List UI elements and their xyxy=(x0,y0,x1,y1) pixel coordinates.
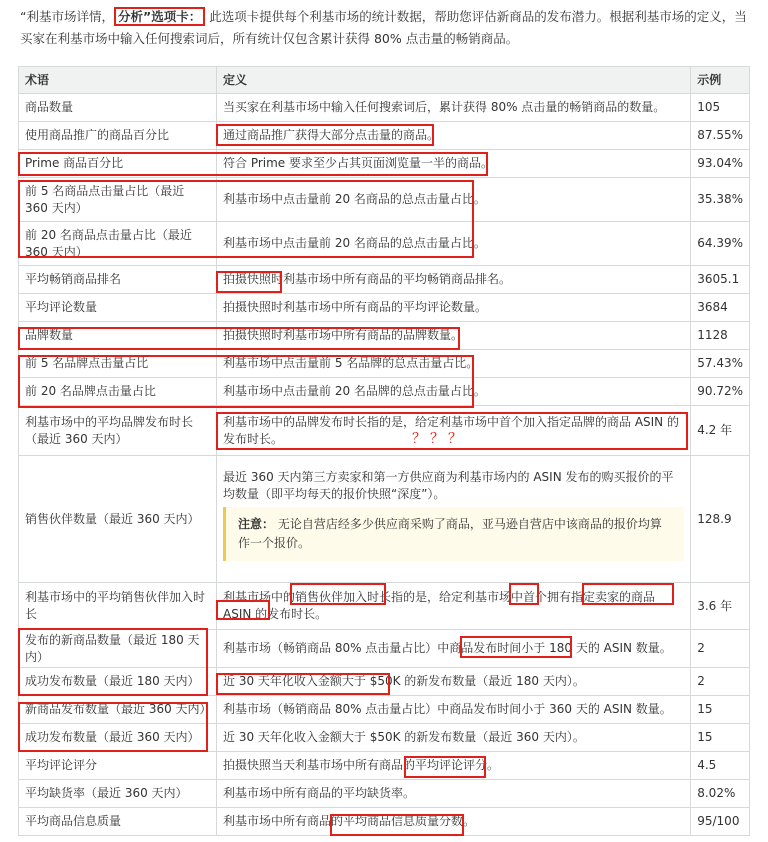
table-row xyxy=(19,178,750,222)
table-row xyxy=(19,122,750,150)
term-cell: 前 20 名商品点击量占比（最近 360 天内） xyxy=(19,222,217,266)
intro-tab-highlight: 分析”选项卡： xyxy=(114,7,205,26)
question-marks-annotation: ？？？ xyxy=(412,431,466,447)
example-cell: 105 xyxy=(691,94,750,122)
definition-cell: 利基市场（畅销商品 80% 点击量占比）中商品发布时间小于 180 天的 ASIN 数量。 xyxy=(217,630,691,668)
definition-cell: 通过商品推广获得大部分点击量的商品。 xyxy=(217,122,691,150)
definition-text: 利基市场中的品牌发布时长指的是，给定利基市场中首个加入指定品牌的商品 ASIN 的发布时长。 xyxy=(223,414,679,446)
table-row xyxy=(19,350,750,378)
example-cell: 4.2 年 xyxy=(691,406,750,456)
table-row xyxy=(19,94,750,122)
term-cell: 品牌数量 xyxy=(19,322,217,350)
definition-cell: 当买家在利基市场中输入任何搜索词后，累计获得 80% 点击量的畅销商品的数量。 xyxy=(217,94,691,122)
intro-sep: ， xyxy=(101,9,114,24)
definition-cell: 拍摄快照当天利基市场中所有商品的平均评论评分。 xyxy=(217,752,691,780)
example-cell: 15 xyxy=(691,724,750,752)
definition-text: 最近 360 天内第三方卖家和第一方供应商为利基市场内的 ASIN 发布的购买报价的平均数量（即平均每天的报价快照“深度”）。 xyxy=(223,470,674,501)
definition-cell: 利基市场中点击量前 20 名品牌的总点击量占比。 xyxy=(217,378,691,406)
term-cell: 平均缺货率（最近 360 天内） xyxy=(19,780,217,808)
stats-table xyxy=(18,66,750,836)
term-cell: 平均评论数量 xyxy=(19,294,217,322)
definition-cell: 近 30 天年化收入金额大于 $50K 的新发布数量（最近 360 天内）。 xyxy=(217,724,691,752)
term-cell: 平均评论评分 xyxy=(19,752,217,780)
example-cell: 90.72% xyxy=(691,378,750,406)
definition-cell: 近 30 天年化收入金额大于 $50K 的新发布数量（最近 180 天内）。 xyxy=(217,668,691,696)
example-cell: 3605.1 xyxy=(691,266,750,294)
term-cell: Prime 商品百分比 xyxy=(19,150,217,178)
term-cell: 使用商品推广的商品百分比 xyxy=(19,122,217,150)
table-row xyxy=(19,266,750,294)
term-cell: 前 5 名商品点击量占比（最近 360 天内） xyxy=(19,178,217,222)
example-cell: 8.02% xyxy=(691,780,750,808)
table-row xyxy=(19,630,750,668)
term-cell: 平均畅销商品排名 xyxy=(19,266,217,294)
table-row xyxy=(19,378,750,406)
header-definition: 定义 xyxy=(217,67,691,94)
example-cell: 95/100 xyxy=(691,808,750,836)
term-cell: 成功发布数量（最近 180 天内） xyxy=(19,668,217,696)
intro-text: 此选项卡提供每个利基市场的统计数据，帮助您评估新商品的发布潜力。根据利基市场的定义，当买家在利基市场中输入任何搜索词后，所有统计仅包含累计获得 80% 点击量的畅销商品。 xyxy=(20,9,747,46)
table-row xyxy=(19,294,750,322)
table-row xyxy=(19,456,750,583)
definition-cell xyxy=(217,456,691,583)
definition-cell: 利基市场中所有商品的平均商品信息质量分数。 xyxy=(217,808,691,836)
example-cell: 64.39% xyxy=(691,222,750,266)
example-cell: 3684 xyxy=(691,294,750,322)
table-row xyxy=(19,150,750,178)
definition-cell: 利基市场中所有商品的平均缺货率。 xyxy=(217,780,691,808)
definition-cell: 拍摄快照时利基市场中所有商品的平均畅销商品排名。 xyxy=(217,266,691,294)
definition-cell: 符合 Prime 要求至少占其页面浏览量一半的商品。 xyxy=(217,150,691,178)
intro-prefix: “利基市场详情 xyxy=(20,9,102,24)
table-row xyxy=(19,752,750,780)
example-cell: 87.55% xyxy=(691,122,750,150)
term-cell: 新商品发布数量（最近 360 天内） xyxy=(19,696,217,724)
example-cell: 93.04% xyxy=(691,150,750,178)
term-cell: 利基市场中的平均销售伙伴加入时长 xyxy=(19,583,217,630)
header-term: 术语 xyxy=(19,67,217,94)
example-cell: 15 xyxy=(691,696,750,724)
table-row xyxy=(19,406,750,456)
term-cell: 销售伙伴数量（最近 360 天内） xyxy=(19,456,217,583)
table-row xyxy=(19,222,750,266)
table-row xyxy=(19,583,750,630)
note-label: 注意： xyxy=(238,517,275,531)
note-callout xyxy=(223,507,684,561)
example-cell: 2 xyxy=(691,630,750,668)
example-cell: 1128 xyxy=(691,322,750,350)
example-cell: 128.9 xyxy=(691,456,750,583)
definition-cell: 利基市场中点击量前 5 名品牌的总点击量占比。 xyxy=(217,350,691,378)
definition-cell: 拍摄快照时利基市场中所有商品的平均评论数量。 xyxy=(217,294,691,322)
note-text: 无论自营店经多少供应商采购了商品，亚马逊自营店中该商品的报价均算作一个报价。 xyxy=(238,517,662,550)
example-cell: 57.43% xyxy=(691,350,750,378)
term-cell: 利基市场中的平均品牌发布时长（最近 360 天内） xyxy=(19,406,217,456)
term-cell: 前 5 名品牌点击量占比 xyxy=(19,350,217,378)
table-row xyxy=(19,808,750,836)
definition-cell: 利基市场（畅销商品 80% 点击量占比）中商品发布时间小于 360 天的 ASIN 数量。 xyxy=(217,696,691,724)
term-cell: 前 20 名品牌点击量占比 xyxy=(19,378,217,406)
definition-cell: 拍摄快照时利基市场中所有商品的品牌数量。 xyxy=(217,322,691,350)
example-cell: 2 xyxy=(691,668,750,696)
term-cell: 平均商品信息质量 xyxy=(19,808,217,836)
definition-cell: 利基市场中点击量前 20 名商品的总点击量占比。 xyxy=(217,178,691,222)
example-cell: 35.38% xyxy=(691,178,750,222)
definition-cell: 利基市场中点击量前 20 名商品的总点击量占比。 xyxy=(217,222,691,266)
example-cell: 4.5 xyxy=(691,752,750,780)
term-cell: 发布的新商品数量（最近 180 天内） xyxy=(19,630,217,668)
term-cell: 成功发布数量（最近 360 天内） xyxy=(19,724,217,752)
table-row xyxy=(19,780,750,808)
term-cell: 商品数量 xyxy=(19,94,217,122)
table-row xyxy=(19,724,750,752)
header-example: 示例 xyxy=(691,67,750,94)
definition-cell: 利基市场中的销售伙伴加入时长指的是，给定利基市场中首个拥有指定卖家的商品 ASIN 的发布时长。 xyxy=(217,583,691,630)
table-row xyxy=(19,322,750,350)
table-row xyxy=(19,696,750,724)
intro-paragraph xyxy=(20,6,750,50)
table-row xyxy=(19,668,750,696)
example-cell: 3.6 年 xyxy=(691,583,750,630)
